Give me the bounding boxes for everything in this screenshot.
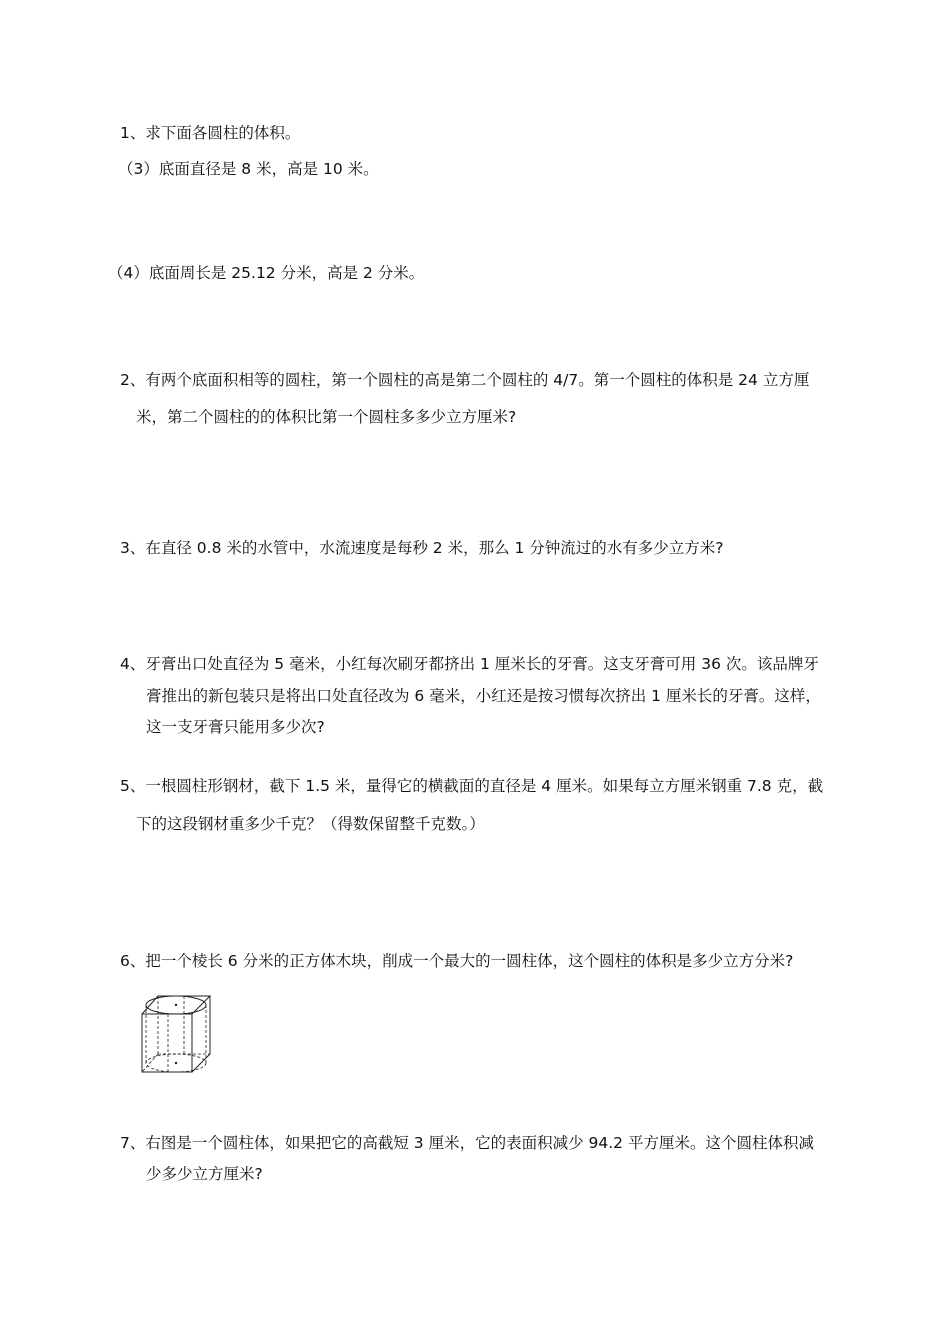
question-4-line-2: 膏推出的新包装只是将出口处直径改为 6 毫米，小红还是按习惯每次挤出 1 厘米长的牙膏。这样， — [146, 687, 821, 705]
question-5-line-1: 5、一根圆柱形钢材，截下 1.5 米，量得它的横截面的直径是 4 厘米。如果每立方厘米钢重 7.8 克，截 — [120, 777, 824, 795]
question-5-line-2: 下的这段钢材重多少千克？（得数保留整千克数。） — [136, 815, 485, 833]
question-3-line-1: 3、在直径 0.8 米的水管中，水流速度是每秒 2 米，那么 1 分钟流过的水有多少立方米? — [120, 539, 724, 557]
question-1-title: 1、求下面各圆柱的体积。 — [120, 124, 301, 142]
question-2-line-2: 米，第二个圆柱的的体积比第一个圆柱多多少立方厘米? — [136, 408, 517, 426]
question-7-line-1: 7、右图是一个圆柱体，如果把它的高截短 3 厘米，它的表面积减少 94.2 平方厘米。这个圆柱体积减 — [120, 1134, 814, 1152]
question-2-line-1: 2、有两个底面积相等的圆柱，第一个圆柱的高是第二个圆柱的 4/7。第一个圆柱的体积是 24 立方厘 — [120, 371, 810, 389]
question-6-line-1: 6、把一个棱长 6 分米的正方体木块，削成一个最大的一圆柱体，这个圆柱的体积是多少立方分米? — [120, 952, 794, 970]
question-4-line-1: 4、牙膏出口处直径为 5 毫米，小红每次刷牙都挤出 1 厘米长的牙膏。这支牙膏可用 36 次。该品牌牙 — [120, 655, 819, 673]
question-4-line-3: 这一支牙膏只能用多少次? — [146, 718, 325, 736]
question-1-part-3: （3）底面直径是 8 米，高是 10 米。 — [118, 160, 379, 178]
question-7-line-2: 少多少立方厘米? — [146, 1165, 263, 1183]
cube-right-face — [192, 996, 210, 1072]
cylinder-top-center — [175, 1004, 177, 1006]
cylinder-bottom-center — [175, 1062, 177, 1064]
cube-with-cylinder-figure — [138, 992, 214, 1076]
question-1-part-4: （4）底面周长是 25.12 分米，高是 2 分米。 — [108, 264, 425, 282]
